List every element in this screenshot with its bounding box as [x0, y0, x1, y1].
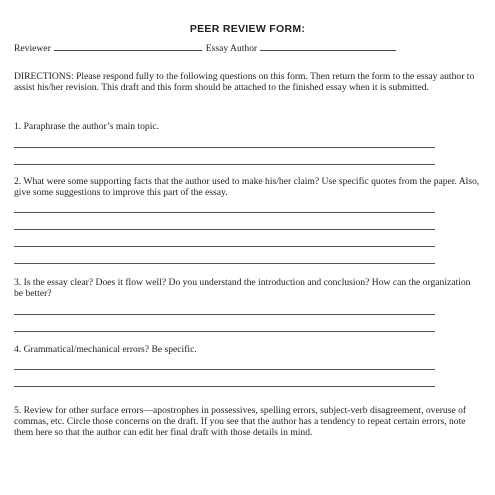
answer-line[interactable]	[14, 314, 435, 315]
question-1: 1. Paraphrase the author’s main topic.	[14, 121, 160, 132]
essay-author-blank-line[interactable]	[260, 42, 396, 51]
answer-line[interactable]	[14, 229, 435, 230]
answer-line[interactable]	[14, 164, 435, 165]
question-3: 3. Is the essay clear? Does it flow well? Do you understand the introduction and conclusion? How can the organization be better?	[14, 277, 471, 299]
answer-line[interactable]	[14, 212, 435, 213]
answer-line[interactable]	[14, 147, 435, 148]
answer-line[interactable]	[14, 246, 435, 247]
reviewer-label: Reviewer	[14, 43, 51, 54]
answer-line[interactable]	[14, 369, 435, 370]
question-4: 4. Grammatical/mechanical errors? Be specific.	[14, 344, 197, 355]
name-fields-row	[14, 42, 396, 54]
directions-text: DIRECTIONS: Please respond fully to the following questions on this form. Then return the form to the essay author to assist his/her revision. This draft and this form should be attached to the finished essay when it is submitted.	[14, 71, 475, 93]
question-2: 2. What were some supporting facts that the author used to make his/her claim? Use specific quotes from the paper. Also, give some suggestions to improve this part of the essay.	[14, 176, 480, 198]
answer-line[interactable]	[14, 263, 435, 264]
reviewer-blank-line[interactable]	[54, 42, 202, 51]
form-title: PEER REVIEW FORM:	[189, 23, 306, 35]
question-5: 5. Review for other surface errors—apostrophes in possessives, spelling errors, subject-verb disagreement, overuse of commas, etc. Circle those concerns on the draft. If you see that the author has a tendency to repeat certain errors, note them here so that the author can edit her final draft with those details in mind.	[14, 405, 467, 438]
answer-line[interactable]	[14, 386, 435, 387]
essay-author-label: Essay Author	[205, 43, 258, 54]
answer-line[interactable]	[14, 331, 435, 332]
